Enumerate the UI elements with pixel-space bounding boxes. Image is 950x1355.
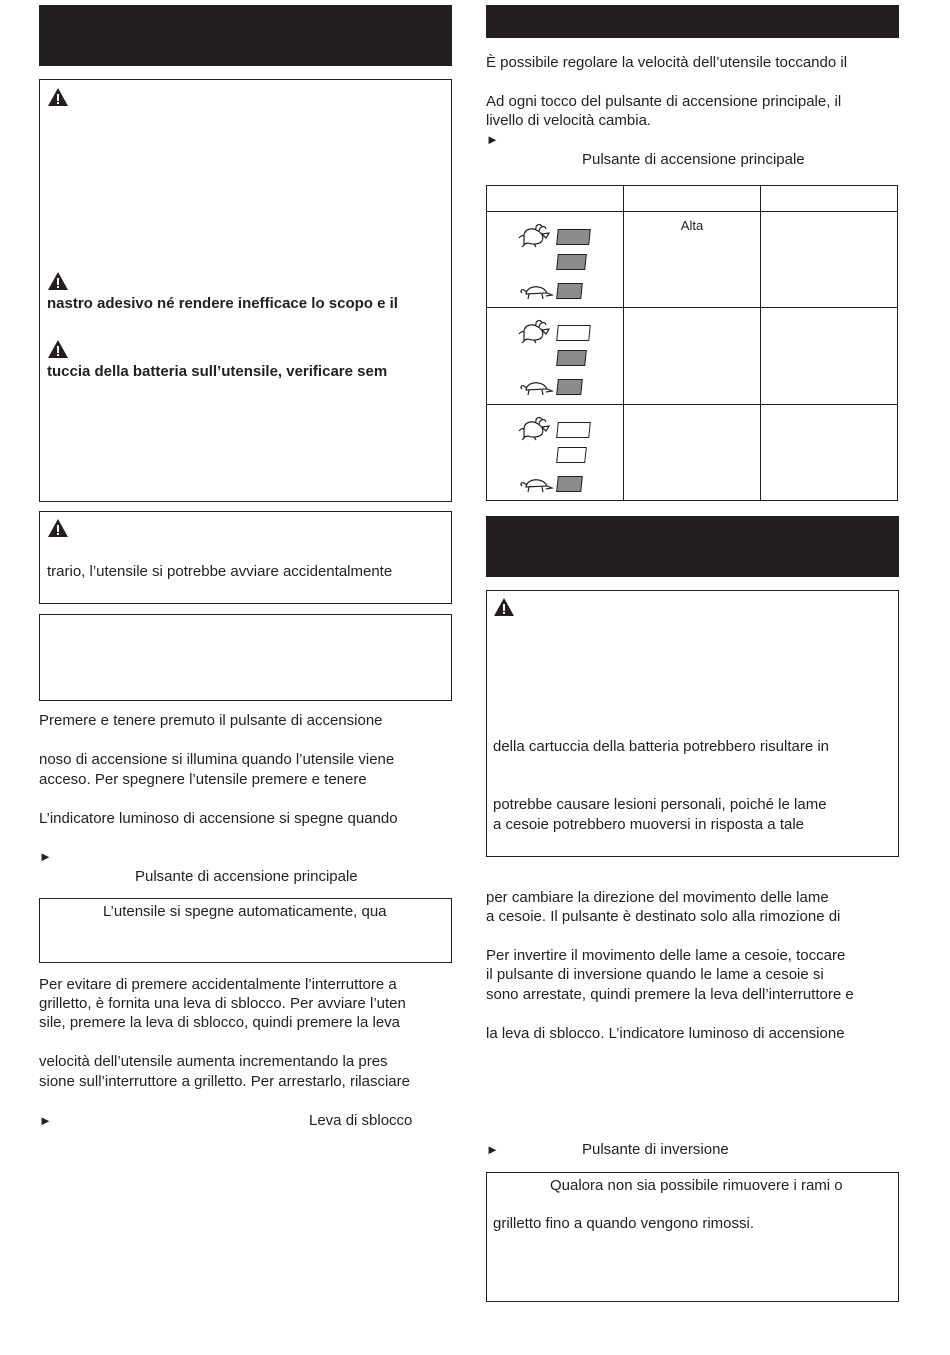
warning-triangle-icon — [47, 518, 69, 538]
table-row — [487, 404, 898, 500]
warning-text-line: nastro adesivo né rendere inefficace lo scopo e il — [47, 295, 398, 312]
table-header-cell — [761, 186, 898, 212]
paragraph-line: sione sull’interruttore a grilletto. Per arrestarlo, rilasciare — [39, 1073, 410, 1090]
rabbit-icon — [518, 415, 554, 441]
turtle-icon — [518, 375, 554, 397]
warning-text-line: della cartuccia della batteria potrebbero risultare in — [493, 738, 830, 755]
warning-triangle-icon — [47, 339, 69, 359]
warning-text-line: trario, l’utensile si potrebbe avviare accidentalmente — [47, 563, 393, 580]
table-cell — [761, 404, 898, 500]
paragraph-line: Ad ogni tocco del pulsante di accensione principale, il — [486, 93, 842, 110]
speed-level-indicator — [556, 283, 583, 299]
paragraph-line: livello di velocità cambia. — [486, 112, 652, 129]
figure-caption: Pulsante di inversione — [582, 1141, 729, 1158]
speed-level-table — [486, 185, 898, 501]
speed-level-indicator — [556, 422, 591, 438]
note-text: grilletto fino a quando vengono rimossi. — [493, 1215, 754, 1232]
speed-label-cell — [624, 308, 761, 404]
speed-indicator-cell — [487, 308, 624, 404]
paragraph-line: velocità dell’utensile aumenta incrementando la pres — [39, 1053, 388, 1070]
figure-caption: Pulsante di accensione principale — [582, 151, 805, 168]
left-note-box-1 — [39, 614, 452, 701]
speed-level-indicator — [556, 447, 587, 463]
paragraph-line: per cambiare la direzione del movimento delle lame — [486, 889, 829, 906]
paragraph-line: sono arrestate, quindi premere la leva dell’interruttore e — [486, 986, 854, 1003]
table-cell — [761, 308, 898, 404]
speed-indicator-cell — [487, 212, 624, 308]
warning-text-line: a cesoie potrebbero muoversi in risposta a tale — [493, 816, 805, 833]
speed-level-indicator — [556, 254, 587, 270]
paragraph-line: a cesoie. Il pulsante è destinato solo alla rimozione di — [486, 908, 841, 925]
paragraph-line: sile, premere la leva di sblocco, quindi premere la leva — [39, 1014, 401, 1031]
speed-level-indicator — [556, 379, 583, 395]
paragraph-line: il pulsante di inversione quando le lame a cesoie si — [486, 966, 824, 983]
speed-label-cell — [624, 212, 761, 308]
paragraph-line: Per invertire il movimento delle lame a cesoie, toccare — [486, 947, 846, 964]
speed-label-cell — [624, 404, 761, 500]
speed-level-indicator — [556, 325, 591, 341]
table-header-cell — [487, 186, 624, 212]
left-warning-box-1 — [39, 79, 452, 502]
speed-level-indicator — [556, 476, 583, 492]
note-text: L’utensile si spegne automaticamente, qua — [103, 903, 387, 920]
right-section-header-bar-2 — [486, 516, 899, 577]
speed-level-indicator — [556, 229, 591, 245]
warning-triangle-icon — [493, 597, 515, 617]
figure-arrow-icon: ► — [39, 849, 52, 864]
left-warning-box-2 — [39, 511, 452, 604]
figure-arrow-icon: ► — [486, 1142, 499, 1157]
left-section-header-bar — [39, 5, 452, 66]
right-section-header-bar — [486, 5, 899, 38]
rabbit-icon — [518, 222, 554, 248]
paragraph-line: noso di accensione si illumina quando l’utensile viene — [39, 751, 395, 768]
turtle-icon — [518, 472, 554, 494]
turtle-icon — [518, 279, 554, 301]
paragraph-line: la leva di sblocco. L’indicatore luminoso di accensione — [486, 1025, 845, 1042]
figure-arrow-icon: ► — [486, 132, 499, 147]
figure-arrow-icon: ► — [39, 1113, 52, 1128]
table-row — [487, 212, 898, 308]
paragraph-line: L’indicatore luminoso di accensione si spegne quando — [39, 810, 398, 827]
warning-text-line: potrebbe causare lesioni personali, poiché le lame — [493, 796, 827, 813]
warning-triangle-icon — [47, 87, 69, 107]
paragraph-line: Per evitare di premere accidentalmente l’interruttore a — [39, 976, 397, 993]
paragraph-line: grilletto, è fornita una leva di sblocco. Per avviare l’uten — [39, 995, 406, 1012]
warning-triangle-icon — [47, 271, 69, 291]
speed-label: Alta — [680, 218, 704, 233]
table-header-cell — [624, 186, 761, 212]
paragraph-line: acceso. Per spegnere l’utensile premere e tenere — [39, 771, 367, 788]
paragraph-line: È possibile regolare la velocità dell’utensile toccando il — [486, 54, 848, 71]
speed-indicator-cell — [487, 404, 624, 500]
warning-text-line: tuccia della batteria sull’utensile, verificare sem — [47, 363, 388, 380]
speed-level-indicator — [556, 350, 587, 366]
rabbit-icon — [518, 318, 554, 344]
table-row — [487, 308, 898, 404]
table-cell — [761, 212, 898, 308]
note-text: Qualora non sia possibile rimuovere i rami o — [550, 1177, 843, 1194]
figure-caption: Pulsante di accensione principale — [135, 868, 358, 885]
figure-caption: Leva di sblocco — [309, 1112, 413, 1129]
paragraph-line: Premere e tenere premuto il pulsante di accensione — [39, 712, 383, 729]
table-header-row — [487, 186, 898, 212]
